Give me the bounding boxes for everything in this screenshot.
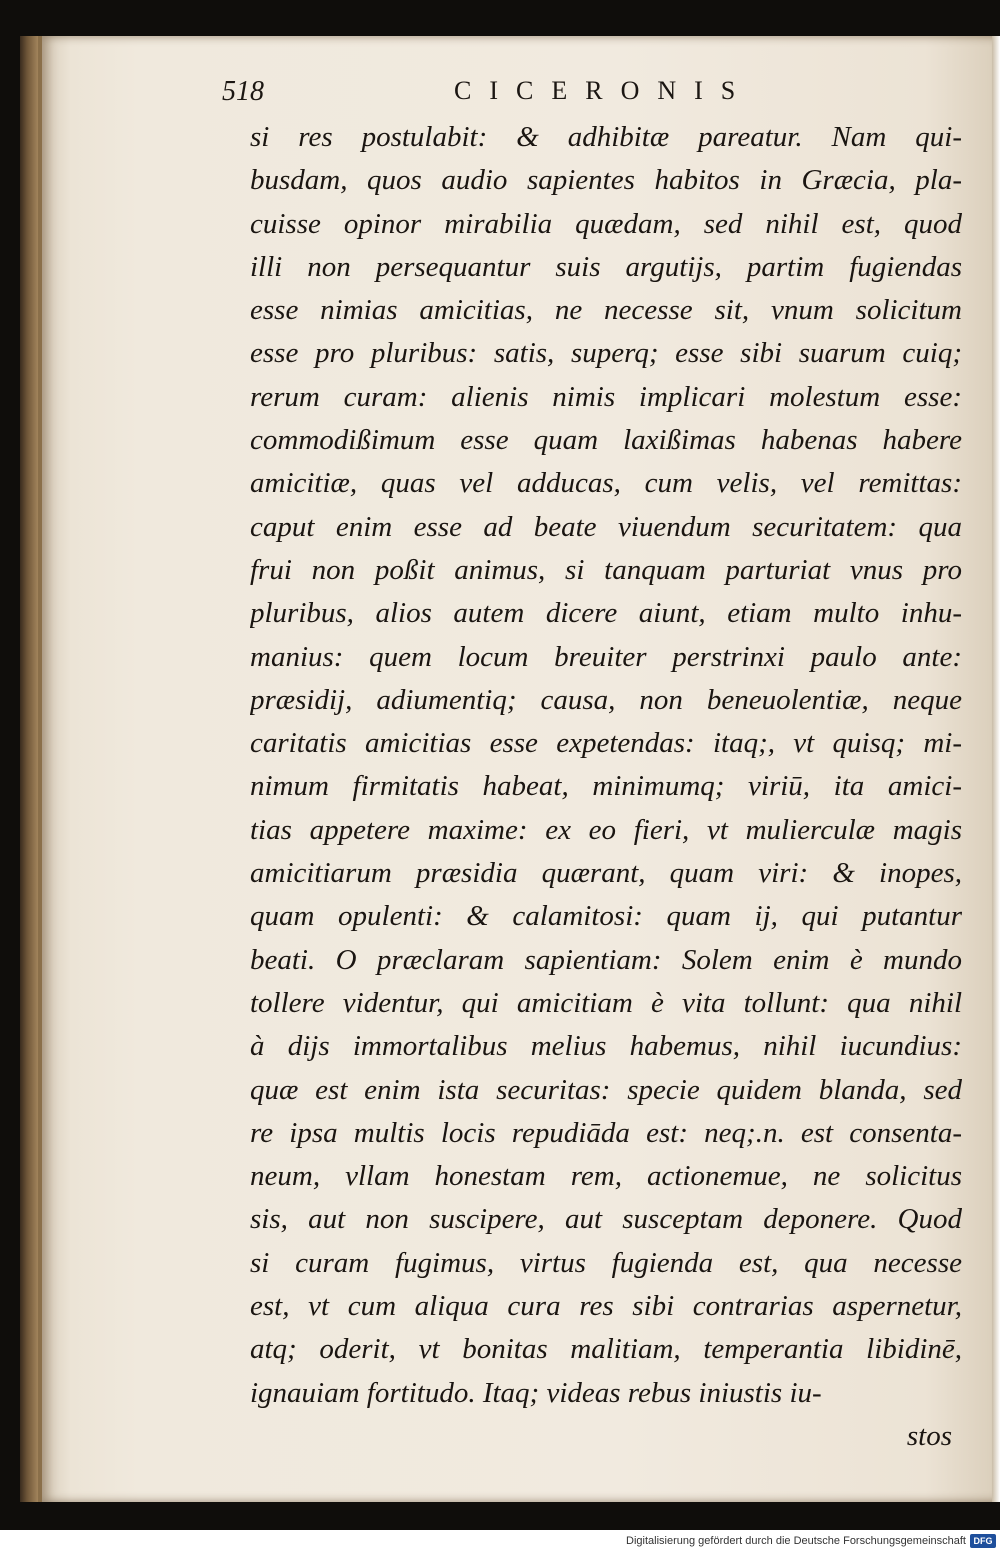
text-line: esse pro pluribus: satis, superq; esse sibi suarum cuiq; <box>250 337 962 370</box>
text-line: commodißimum esse quam laxißimas habenas habere <box>250 424 962 457</box>
text-line: busdam, quos audio sapientes habitos in Græcia, pla- <box>250 164 962 197</box>
text-line: illi non persequantur suis argutijs, partim fugiendas <box>250 250 962 283</box>
text-line: nimum firmitatis habeat, minimumq; viriū, ita amici- <box>250 770 962 803</box>
text-line: si res postulabit: & adhibitæ pareatur. Nam qui- <box>250 121 962 153</box>
footer-strip <box>0 1530 1000 1556</box>
text-line: atq; oderit, vt bonitas malitiam, temperantia libidinē, <box>250 1333 962 1366</box>
catchword: stos <box>906 1419 952 1452</box>
text-line: si curam fugimus, virtus fugienda est, qua necesse <box>250 1246 962 1279</box>
text-line: manius: quem locum breuiter perstrinxi paulo ante: <box>250 640 962 673</box>
page-header <box>222 70 802 110</box>
text-line: tias appetere maxime: ex eo fieri, vt mulierculæ magis <box>250 813 962 846</box>
text-line: quæ est enim ista securitas: specie quidem blanda, sed <box>250 1073 962 1106</box>
text-line: caput enim esse ad beate viuendum securitatem: qua <box>250 510 962 543</box>
text-line: sis, aut non suscipere, aut susceptam deponere. Quod <box>250 1203 962 1236</box>
dfg-logo-icon: DFG <box>970 1534 996 1548</box>
text-line: esse nimias amicitias, ne necesse sit, vnum solicitum <box>250 294 962 327</box>
running-head: CICERONIS <box>454 76 754 105</box>
text-line: amicitiarum præsidia quærant, quam viri: & inopes, <box>250 857 962 890</box>
text-line: re ipsa multis locis repudiāda est: neq;.n. est consenta- <box>250 1116 962 1149</box>
text-line: ignauiam fortitudo. Itaq; videas rebus iniustis iu- <box>250 1376 822 1409</box>
text-line: tollere videntur, qui amicitiam è vita tollunt: qua nihil <box>250 986 962 1019</box>
digitization-credit: Digitalisierung gefördert durch die Deutsche Forschungsgemeinschaft <box>626 1535 966 1547</box>
page-right-edge <box>992 36 1000 1502</box>
body-text <box>250 116 962 1458</box>
book-spine-edge <box>20 36 38 1502</box>
text-line: caritatis amicitias esse expetendas: itaq;, vt quisq; mi- <box>250 727 962 760</box>
text-line: frui non poßit animus, si tanquam parturiat vnus pro <box>250 553 962 586</box>
text-line: pluribus, alios autem dicere aiunt, etiam multo inhu- <box>250 597 962 630</box>
text-line: à dijs immortalibus melius habemus, nihil iucundius: <box>250 1030 962 1063</box>
text-line: neum, vllam honestam rem, actionemue, ne solicitus <box>250 1160 962 1193</box>
text-line: est, vt cum aliqua cura res sibi contrarias aspernetur, <box>250 1290 962 1323</box>
text-line: præsidij, adiumentiq; causa, non beneuolentiæ, neque <box>250 683 962 716</box>
text-line: quam opulenti: & calamitosi: quam ij, qui putantur <box>250 900 962 933</box>
text-line: amicitiæ, quas vel adducas, cum velis, vel remittas: <box>250 467 962 500</box>
text-line: rerum curam: alienis nimis implicari molestum esse: <box>250 380 962 413</box>
text-line: cuisse opinor mirabilia quædam, sed nihil est, quod <box>250 207 962 240</box>
page-number: 518 <box>222 76 264 107</box>
text-line: beati. O præclaram sapientiam: Solem enim è mundo <box>250 943 962 976</box>
